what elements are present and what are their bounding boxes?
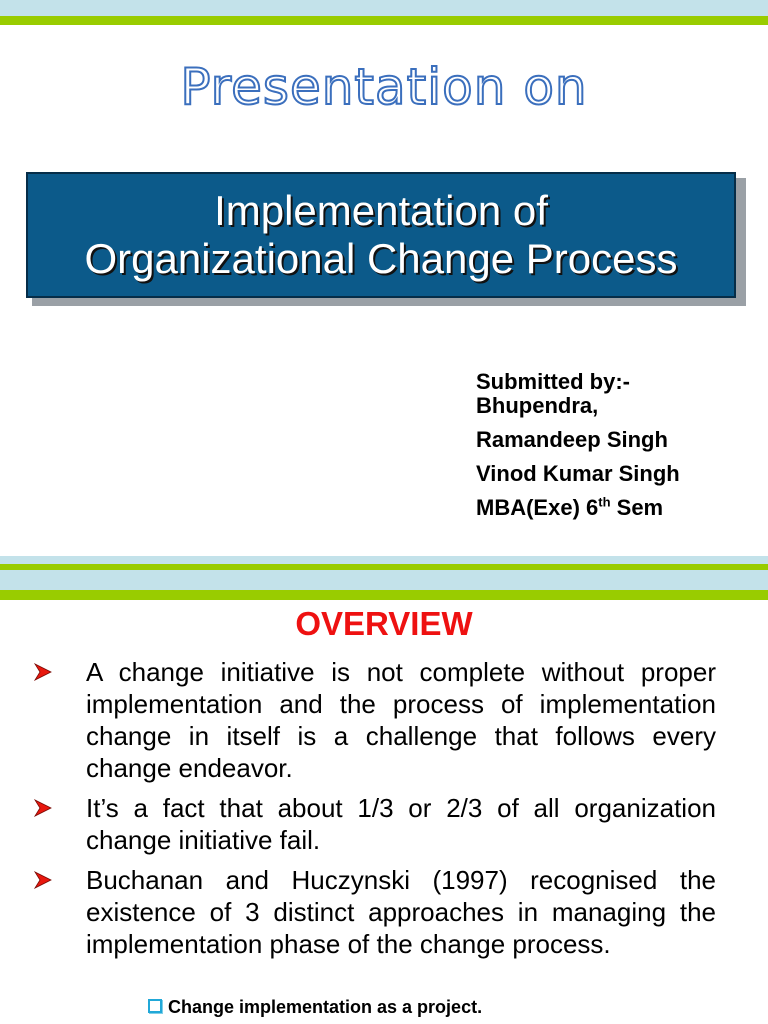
submitted-block: [476, 370, 756, 520]
arrow-right-icon: [34, 663, 52, 681]
header-band-green: [0, 16, 768, 25]
header-band-light: [0, 556, 768, 564]
header-band-light-wide: [0, 570, 768, 590]
sub-bullet-text: Change implementation as a project.: [168, 997, 483, 1017]
submitted-label: Submitted by:-: [476, 369, 630, 394]
author-2: Ramandeep Singh: [476, 427, 668, 452]
hollow-square-icon: [148, 999, 162, 1013]
bullet-text-3: Buchanan and Huczynski (1997) recognised the existence of 3 distinct approaches in managing the implementation phase of the change process.: [86, 865, 716, 959]
course-superscript: th: [598, 494, 611, 510]
title-line-1: Implementation of: [214, 187, 548, 234]
header-band-green: [0, 590, 768, 600]
overview-heading: OVERVIEW: [295, 605, 473, 642]
bullet-list: [32, 656, 716, 968]
bullet-text-2: It’s a fact that about 1/3 or 2/3 of all organization change initiative fail.: [86, 793, 716, 855]
title-box: [26, 172, 736, 298]
list-item: [32, 792, 716, 856]
course-line: [476, 496, 756, 520]
bullet-text-1: A change initiative is not complete without proper implementation and the process of implementation change in itself is a challenge that follows every change endeavor.: [86, 657, 716, 783]
overview-slide: [0, 556, 768, 1024]
course-prefix: MBA(Exe) 6: [476, 495, 599, 520]
presentation-heading: Presentation on: [180, 58, 588, 116]
header-band-light: [0, 0, 768, 16]
title-line-2: Organizational Change Process: [84, 235, 678, 282]
arrow-right-icon: [34, 799, 52, 817]
arrow-right-icon: [34, 871, 52, 889]
sub-bullet-item: [148, 996, 482, 1018]
list-item: [32, 864, 716, 960]
author-3: Vinod Kumar Singh: [476, 461, 680, 486]
author-1: Bhupendra,: [476, 393, 599, 418]
list-item: [32, 656, 716, 784]
course-suffix: Sem: [610, 495, 664, 520]
